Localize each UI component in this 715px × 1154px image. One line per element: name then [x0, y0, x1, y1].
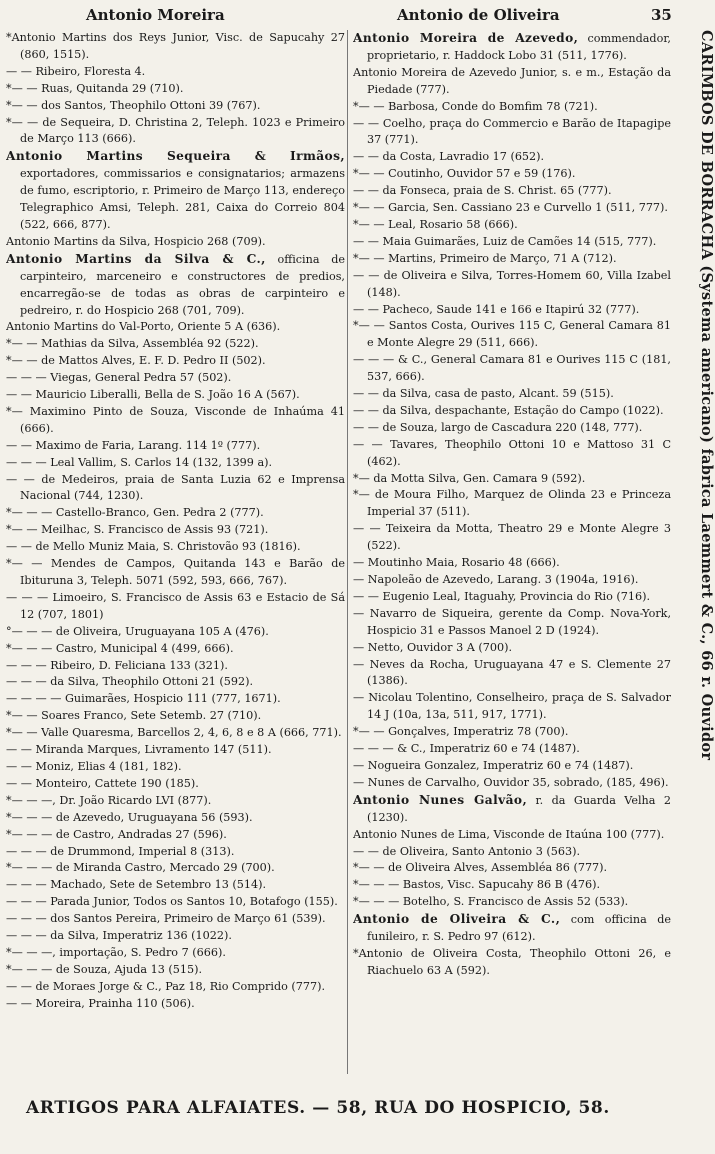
directory-entry: *— Maximino Pinto de Souza, Visconde de Inhaúma 41 (666). [6, 404, 345, 435]
directory-entry: *— — Santos Costa, Ourives 115 C, General Camara 81 e Monte Alegre 29 (511, 666). [353, 319, 671, 350]
directory-entry: *— — — Botelho, S. Francisco de Assis 52 (533). [353, 895, 629, 909]
directory-entry: *— — dos Santos, Theophilo Ottoni 39 (767). [6, 98, 261, 112]
directory-entry: Antonio Martins do Val-Porto, Oriente 5 A (636). [6, 320, 281, 334]
directory-entry: Antonio Nunes de Lima, Visconde de Itaúna 100 (777). [353, 827, 665, 841]
directory-entry: — — — & C., Imperatriz 60 e 74 (1487). [353, 742, 580, 756]
directory-entry: *— — — de Azevedo, Uruguayana 56 (593). [6, 810, 253, 824]
directory-entry: — — de Moraes Jorge & C., Paz 18, Rio Comprido (777). [6, 979, 326, 993]
directory-entry: — Moutinho Maia, Rosario 48 (666). [353, 556, 560, 570]
directory-entry: *— — —, importação, S. Pedro 7 (666). [6, 945, 226, 959]
directory-entry: — — da Silva, despachante, Estação do Campo (1022). [353, 403, 664, 417]
directory-entry: — — Mauricio Liberalli, Bella de S. João 16 A (567). [6, 388, 300, 402]
footer-advertisement: ARTIGOS PARA ALFAIATES. — 58, RUA DO HOSPICIO, 58. [26, 1098, 610, 1118]
directory-entry: — — — da Silva, Theophilo Ottoni 21 (592). [6, 675, 254, 689]
directory-entry: — Netto, Ouvidor 3 A (700). [353, 640, 513, 654]
directory-entry: — — — Viegas, General Pedra 57 (502). [6, 371, 232, 385]
directory-entry: — — — da Silva, Imperatriz 136 (1022). [6, 929, 232, 943]
directory-entry: — — de Oliveira e Silva, Torres-Homem 60, Villa Izabel (148). [353, 268, 671, 299]
directory-entry: — — de Medeiros, praia de Santa Luzia 62 e Imprensa Nacional (744, 1230). [6, 472, 345, 503]
directory-entry: — — de Mello Muniz Maia, S. Christovão 93 (1816). [6, 540, 301, 554]
directory-entry: *— — Mendes de Campos, Quitanda 143 e Barão de Ibituruna 3, Teleph. 5071 (592, 593, 666, 767). [6, 557, 345, 587]
running-head-left: Antonio Moreira [86, 6, 225, 24]
page-number: 35 [651, 6, 672, 24]
directory-entry: *— — — de Miranda Castro, Mercado 29 (700). [6, 861, 275, 875]
directory-entry: Antonio Martins da Silva, Hospicio 268 (709). [6, 234, 266, 248]
running-head-right: Antonio de Oliveira [397, 6, 560, 24]
directory-entry: — — — Leal Vallim, S. Carlos 14 (132, 1399 a). [6, 455, 273, 469]
directory-entry: — — Eugenio Leal, Itaguahy, Provincia do Rio (716). [353, 589, 651, 603]
directory-entry: *— de Moura Filho, Marquez de Olinda 23 e Princeza Imperial 37 (511). [353, 488, 671, 519]
directory-entry: *— — Barbosa, Conde do Bomfim 78 (721). [353, 99, 598, 113]
directory-entry: — Nicolau Tolentino, Conselheiro, praça de S. Salvador 14 J (10a, 13a, 511, 917, 1771). [353, 691, 671, 722]
directory-entry: — — da Costa, Lavradio 17 (652). [353, 150, 545, 164]
directory-entry: *— — —, Dr. João Ricardo LVI (877). [6, 793, 212, 807]
directory-entry: *— — Mathias da Silva, Assembléa 92 (522). [6, 337, 259, 351]
directory-entry: — — Maia Guimarães, Luiz de Camões 14 (515, 777). [353, 234, 657, 248]
directory-entry: — — — Machado, Sete de Setembro 13 (514). [6, 878, 267, 892]
directory-entry: — — Pacheco, Saude 141 e 166 e Itapirú 32 (777). [353, 302, 640, 316]
directory-entry: *— — de Mattos Alves, E. F. D. Pedro II (502). [6, 354, 266, 368]
directory-entry: — — Coelho, praça do Commercio e Barão de Itapagipe 37 (771). [353, 116, 671, 147]
directory-entry: — — — Parada Junior, Todos os Santos 10, Botafogo (155). [6, 895, 338, 909]
directory-entry: *— da Motta Silva, Gen. Camara 9 (592). [353, 471, 586, 485]
side-advertisement: CARIMBOS DE BORRACHA (Systema americano) fabrica Laemmert & C., 66 r. Ouvidor [698, 30, 715, 761]
directory-entry: — — Moniz, Elias 4 (181, 182). [6, 759, 182, 773]
directory-entry: — — Teixeira da Motta, Theatro 29 e Monte Alegre 3 (522). [353, 522, 671, 553]
directory-entry: — — Monteiro, Cattete 190 (185). [6, 776, 199, 790]
directory-entry: *— — Garcia, Sen. Cassiano 23 e Curvello 1 (511, 777). [353, 201, 668, 215]
directory-entry: — Neves da Rocha, Uruguayana 47 e S. Clemente 27 (1386). [353, 657, 671, 688]
left-column [6, 30, 345, 1074]
directory-entry: Antonio Nunes Galvão, r. da Guarda Velha 2 (1230). [353, 792, 671, 824]
directory-entry: — Navarro de Siqueira, gerente da Comp. Nova-York, Hospicio 31 e Passos Manoel 2 D (1924). [353, 606, 671, 637]
directory-entry: °— — — de Oliveira, Uruguayana 105 A (476). [6, 624, 269, 638]
directory-entry: *— — Leal, Rosario 58 (666). [353, 217, 518, 231]
directory-entry: Antonio Moreira de Azevedo Junior, s. e m., Estação da Piedade (777). [353, 65, 671, 96]
directory-entry: — — da Fonseca, praia de S. Christ. 65 (777). [353, 184, 612, 198]
directory-entry: — — Moreira, Prainha 110 (506). [6, 996, 195, 1010]
directory-entry: *— — Meilhac, S. Francisco de Assis 93 (721). [6, 523, 269, 537]
directory-entry: *— — Valle Quaresma, Barcellos 2, 4, 6, 8 e 8 A (666, 771). [6, 726, 342, 740]
directory-entry: — Napoleão de Azevedo, Larang. 3 (1904a, 1916). [353, 573, 639, 586]
directory-entry: *Antonio Martins dos Reys Junior, Visc. de Sapucahy 27 (860, 1515). [6, 31, 345, 61]
directory-entry: *— — — de Castro, Andradas 27 (596). [6, 827, 227, 841]
directory-entry: — Nunes de Carvalho, Ouvidor 35, sobrado, (185, 496). [353, 775, 669, 789]
directory-entry: *— — — Bastos, Visc. Sapucahy 86 B (476). [353, 878, 601, 892]
directory-entry: — — Ribeiro, Floresta 4. [6, 64, 146, 78]
directory-entry: — — de Souza, largo de Cascadura 220 (148, 777). [353, 420, 643, 434]
directory-entry: *— — de Sequeira, D. Christina 2, Teleph. 1023 e Primeiro de Março 113 (666). [6, 115, 345, 146]
right-column [353, 30, 671, 1074]
column-divider [347, 30, 348, 1074]
directory-entry: *— — — de Souza, Ajuda 13 (515). [6, 962, 203, 976]
directory-entry: *Antonio de Oliveira Costa, Theophilo Ottoni 26, e Riachuelo 63 A (592). [353, 946, 671, 977]
directory-entry: *— — Gonçalves, Imperatriz 78 (700). [353, 725, 569, 739]
directory-entry: *— — Ruas, Quitanda 29 (710). [6, 81, 184, 95]
directory-entry: — — da Silva, casa de pasto, Alcant. 59 (515). [353, 387, 614, 401]
directory-entry: — — — de Drummond, Imperial 8 (313). [6, 844, 235, 858]
directory-entry: *— — — Castro, Municipal 4 (499, 666). [6, 641, 234, 655]
directory-entry: *— — Coutinho, Ouvidor 57 e 59 (176). [353, 167, 576, 181]
directory-entry: — — — dos Santos Pereira, Primeiro de Março 61 (539). [6, 912, 326, 926]
directory-entry: *— — Soares Franco, Sete Setemb. 27 (710). [6, 709, 262, 723]
directory-entry: — — Miranda Marques, Livramento 147 (511). [6, 743, 272, 757]
directory-entry: Antonio Martins Sequeira & Irmãos, exportadores, commissarios e consignatarios; armazens de fumo, escriptorio, r. Primeiro de Março 113, endereço Telegraphico Amsi, Teleph. 281, Caixa do Correio 804 (522, 666, 877). [6, 149, 345, 231]
directory-entry: Antonio de Oliveira & C., com officina de funileiro, r. S. Pedro 97 (612). [353, 912, 671, 944]
directory-entry: *— — de Oliveira Alves, Assembléa 86 (777). [353, 861, 608, 875]
directory-entry: — — — — Guimarães, Hospicio 111 (777, 1671). [6, 692, 281, 706]
directory-entry: — — — & C., General Camara 81 e Ourives 115 C (181, 537, 666). [353, 353, 671, 384]
directory-entry: — — — Limoeiro, S. Francisco de Assis 63 e Estacio de Sá 12 (707, 1801) [6, 590, 345, 621]
directory-entry: Antonio Moreira de Azevedo, commendador, proprietario, r. Haddock Lobo 31 (511, 1776). [353, 31, 671, 62]
directory-entry: — — de Oliveira, Santo Antonio 3 (563). [353, 844, 581, 858]
directory-entry: Antonio Martins da Silva & C., officina de carpinteiro, marceneiro e constructores de predios, encarregão-se de todas as obras de carpinteiro e pedreiro, r. do Hospicio 268 (701, 709). [6, 251, 345, 317]
directory-entry: — — — Ribeiro, D. Feliciana 133 (321). [6, 658, 228, 672]
directory-entry: — — Maximo de Faria, Larang. 114 1º (777). [6, 438, 261, 452]
directory-entry: — — Tavares, Theophilo Ottoni 10 e Mattoso 31 C (462). [353, 437, 671, 468]
directory-entry: — Nogueira Gonzalez, Imperatriz 60 e 74 (1487). [353, 758, 634, 772]
directory-entry: *— — Martins, Primeiro de Março, 71 A (712). [353, 251, 617, 265]
directory-entry: *— — — Castello-Branco, Gen. Pedra 2 (777). [6, 506, 264, 520]
